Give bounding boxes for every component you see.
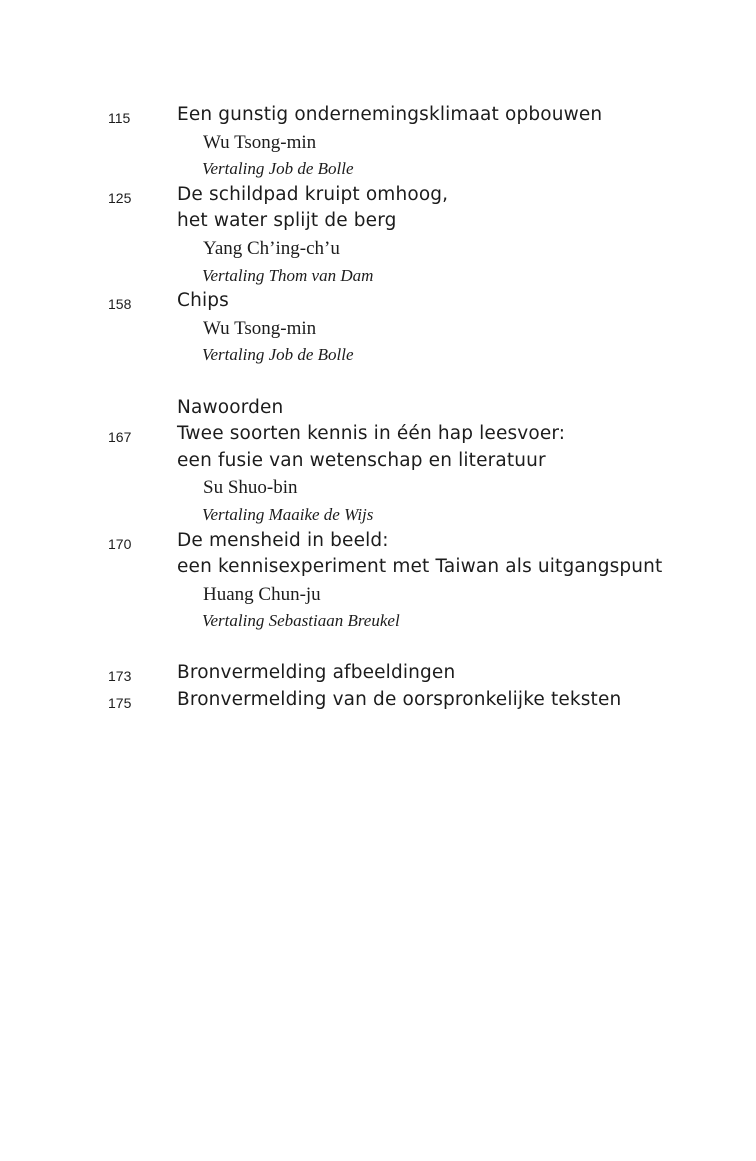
table-of-contents	[0, 104, 756, 716]
entry-title: De mensheid in beeld:	[177, 529, 389, 551]
entry-author: Huang Chun-ju	[203, 583, 321, 605]
page-number: 115	[108, 110, 131, 126]
entry-title: Een gunstig ondernemingsklimaat opbouwen	[177, 104, 603, 125]
page-number: 173	[108, 668, 132, 685]
spacer	[0, 370, 756, 397]
afterword-section	[0, 397, 756, 636]
entry-translator: Vertaling Job de Bolle	[202, 345, 354, 365]
toc-entry	[0, 104, 756, 184]
toc-entry	[0, 530, 756, 636]
entry-author: Wu Tsong-min	[203, 317, 317, 339]
entry-translator: Vertaling Job de Bolle	[202, 159, 354, 179]
toc-entry	[0, 662, 756, 689]
page-number: 175	[108, 695, 132, 712]
spacer	[0, 636, 756, 663]
entry-title: Chips	[177, 290, 229, 312]
entry-translator: Vertaling Maaike de Wijs	[202, 504, 374, 524]
entry-title-continued: een fusie van wetenschap en literatuur	[177, 449, 546, 471]
toc-entry	[0, 689, 756, 716]
page-number: 167	[108, 429, 132, 446]
page-number: 170	[108, 535, 132, 552]
entry-title: Twee soorten kennis in één hap leesvoer:	[177, 423, 566, 445]
page-number: 125	[108, 189, 132, 206]
toc-entry	[0, 423, 756, 529]
entry-title: Bronvermelding van de oorspronkelijke teksten	[177, 689, 622, 711]
entry-author: Wu Tsong-min	[203, 131, 317, 153]
entry-author: Su Shuo-bin	[203, 477, 298, 499]
page-number: 158	[108, 296, 132, 313]
section-heading: Nawoorden	[177, 396, 284, 418]
toc-entry	[0, 290, 756, 370]
entry-title: Bronvermelding afbeeldingen	[177, 662, 456, 684]
entry-translator: Vertaling Sebastiaan Breukel	[202, 611, 400, 631]
toc-entry	[0, 184, 756, 290]
entry-author: Yang Ch’ing-ch’u	[203, 237, 340, 259]
entry-title: De schildpad kruipt omhoog,	[177, 183, 449, 205]
entry-title-continued: het water splijt de berg	[177, 210, 397, 232]
entry-translator: Vertaling Thom van Dam	[202, 265, 374, 285]
entry-title-continued: een kennisexperiment met Taiwan als uitgangspunt	[177, 556, 663, 578]
